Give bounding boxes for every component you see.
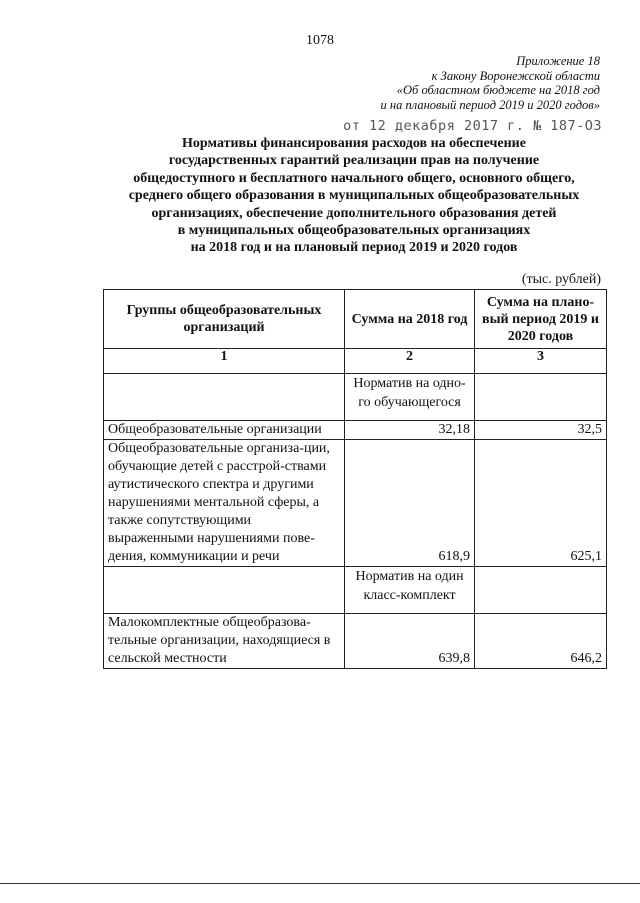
amount-2019-2020: 32,5 [475,421,607,440]
norm-type-label: Норматив на один класс-комплект [345,567,475,614]
table-row [104,421,607,440]
header-groups: Группы общеобразовательных организаций [104,290,345,349]
appendix-line: «Об областном бюджете на 2018 год [396,83,600,98]
title-line: государственных гарантий реализации прав на получение [168,153,540,169]
header-sum-plan: Сумма на плано-вый период 2019 и 2020 годов [475,290,607,349]
organization-group: Общеобразовательные организации [104,421,345,440]
empty-cell [475,374,607,421]
amount-2018: 618,9 [345,440,475,567]
organization-group: Общеобразовательные организа-ции, обучающие детей с расстрой-ствами аутистического спектра и другими нарушениями ментальной сферы, а также сопутствующими выраженными нарушениями пове-дения, коммуникации и речи [104,440,345,567]
table-row [104,440,607,567]
units-label: (тыс. рублей) [521,272,601,287]
empty-cell [104,374,345,421]
empty-cell [104,567,345,614]
title-line: общедоступного и бесплатного начального общего, основного общего, [133,170,575,186]
law-date-stamp: от 12 декабря 2017 г. № 187-ОЗ [343,118,602,134]
column-number: 1 [104,349,345,374]
header-sum-2018: Сумма на 2018 год [345,290,475,349]
amount-2019-2020: 625,1 [475,440,607,567]
appendix-line: Приложение 18 [516,54,600,68]
title-line: среднего общего образования в муниципальных общеобразовательных [128,188,580,204]
table-row [104,614,607,669]
appendix-reference [320,54,600,112]
page-number: 1078 [306,33,334,48]
header-row [104,290,607,349]
appendix-line: к Закону Воронежской области [431,68,600,83]
column-number-row [104,349,607,374]
title-line: организациях, обеспечение дополнительного образования детей [151,205,557,221]
amount-2018: 639,8 [345,614,475,669]
appendix-line: и на плановый период 2019 и 2020 годов» [380,97,600,112]
title-line: на 2018 год и на плановый период 2019 и 2020 годов [190,240,518,256]
organization-group: Малокомплектные общеобразова-тельные организации, находящиеся в сельской местности [104,614,345,669]
norm-type-row [104,567,607,614]
title-line: в муниципальных общеобразовательных организациях [177,223,531,239]
empty-cell [475,567,607,614]
amount-2018: 32,18 [345,421,475,440]
footer-divider [0,883,640,884]
norm-type-row [104,374,607,421]
amount-2019-2020: 646,2 [475,614,607,669]
column-number: 3 [475,349,607,374]
norm-type-label: Норматив на одно-го обучающегося [345,374,475,421]
column-number: 2 [345,349,475,374]
financing-norms-table [103,289,607,669]
title-line: Нормативы финансирования расходов на обеспечение [182,136,526,151]
document-title [95,135,613,257]
